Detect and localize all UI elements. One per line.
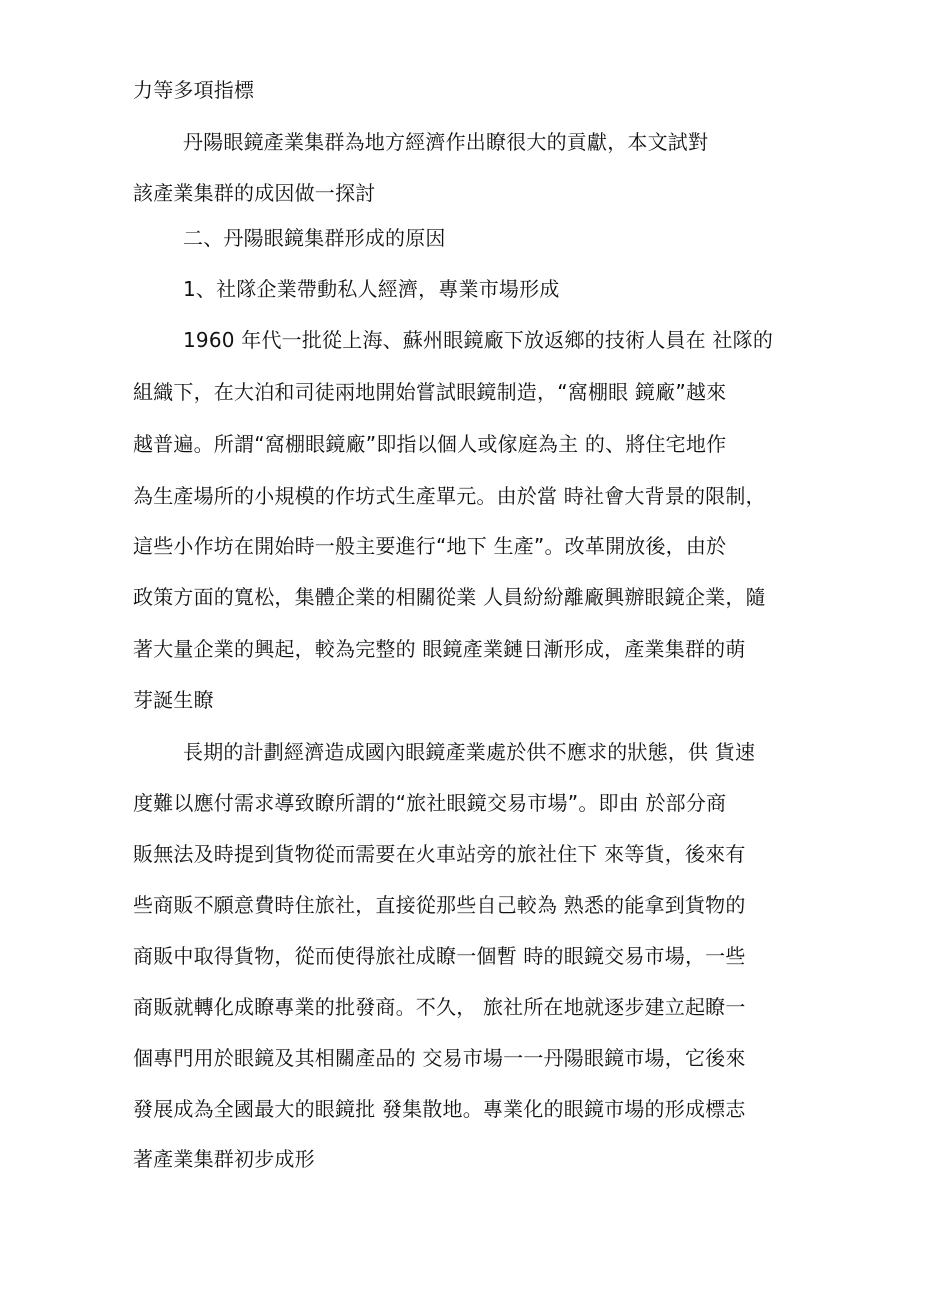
text-line: 發展成為全國最大的眼鏡批 發集散地。專業化的眼鏡市場的形成標志 (133, 1097, 746, 1121)
text-line: 個專門用於眼鏡及其相關產品的 交易市場一一丹陽眼鏡市場，它後來 (133, 1046, 746, 1070)
text-line: 販無法及時提到貨物從而需要在火車站旁的旅社住下 來等貨，後來有 (133, 842, 746, 866)
text-line: 著大量企業的興起，較為完整的 眼鏡產業鏈日漸形成，產業集群的萌 (133, 637, 746, 661)
text-line: 著產業集群初步成形 (133, 1147, 315, 1171)
text-line: 商販就轉化成瞭專業的批發商。不久， 旅社所在地就逐步建立起瞭一 (133, 995, 746, 1019)
paragraph-first-line: 丹陽眼鏡產業集群為地方經濟作出瞭很大的貢獻，本文試對 (183, 130, 709, 154)
section-heading: 二、丹陽眼鏡集群形成的原因 (183, 226, 446, 250)
text-line: 度難以應付需求導致瞭所謂的“旅社眼鏡交易市場”。即由 於部分商 (133, 791, 727, 815)
text-line: 越普遍。所謂“窩棚眼鏡廠”即指以個人或傢庭為主 的、將住宅地作 (133, 432, 727, 456)
subsection-heading: 1、社隊企業帶動私人經濟，專業市場形成 (183, 277, 560, 301)
text-line: 商販中取得貨物，從而使得旅社成瞭一個暫 時的眼鏡交易市場，一些 (133, 944, 746, 968)
text-line: 該產業集群的成因做一探討 (133, 181, 376, 205)
text-line: 政策方面的寬松，集體企業的相關從業 人員紛紛離廠興辦眼鏡企業，隨 (133, 585, 766, 609)
paragraph-first-line: 長期的計劃經濟造成國內眼鏡產業處於供不應求的狀態，供 貨速 (183, 740, 756, 764)
paragraph-first-line: 1960 年代一批從上海、蘇州眼鏡廠下放返鄉的技術人員在 社隊的 (183, 328, 774, 352)
text-line: 些商販不願意費時住旅社，直接從那些自己較為 熟悉的能拿到貨物的 (133, 893, 746, 917)
text-line: 組織下，在大泊和司徒兩地開始嘗試眼鏡制造，“窩棚眼 鏡廠”越來 (133, 380, 727, 404)
text-line: 為生產場所的小規模的作坊式生產單元。由於當 時社會大背景的限制， (133, 484, 766, 508)
text-line-continuation: 力等多項指標 (133, 78, 255, 102)
text-line: 芽誕生瞭 (133, 688, 214, 712)
text-line: 這些小作坊在開始時一般主要進行“地下 生產”。改革開放後，由於 (133, 534, 727, 558)
